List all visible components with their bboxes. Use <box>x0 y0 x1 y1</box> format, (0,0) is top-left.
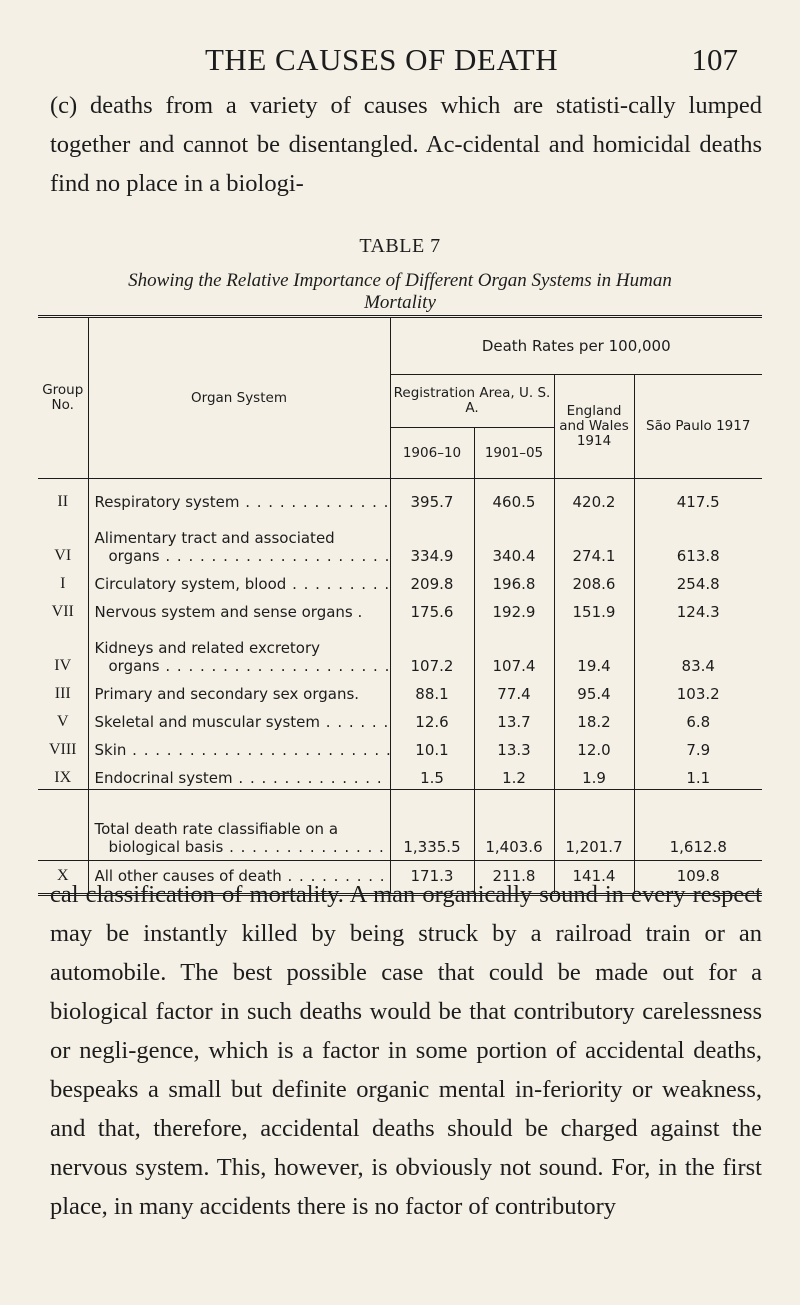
total-value: 1,612.8 <box>634 790 762 861</box>
rate-value: 13.7 <box>474 705 554 733</box>
organ-system <box>88 705 390 733</box>
group-number: II <box>38 479 88 514</box>
organ-system-label <box>95 769 390 787</box>
other-value: 141.4 <box>554 861 634 894</box>
table-row <box>38 733 762 761</box>
rate-value: 196.8 <box>474 567 554 595</box>
paragraph-bottom <box>50 875 762 1226</box>
organ-system <box>88 567 390 595</box>
group-number: X <box>38 861 88 894</box>
rate-value: 12.6 <box>390 705 474 733</box>
rate-value: 19.4 <box>554 623 634 677</box>
paragraph-top-text: (c) deaths from a variety of causes which are statisti-cally lumped together and cannot be disentangled. Ac-cidental and homicidal deaths find no place in a biologi- <box>50 92 762 197</box>
header-organ-system: Organ System <box>88 318 390 479</box>
rate-value: 1.9 <box>554 761 634 790</box>
rate-value: 208.6 <box>554 567 634 595</box>
organ-system <box>88 513 390 567</box>
rate-value: 18.2 <box>554 705 634 733</box>
rate-value: 151.9 <box>554 595 634 623</box>
rate-value: 1.1 <box>686 769 711 787</box>
organ-system-label <box>95 741 390 759</box>
organ-system-label <box>95 713 390 731</box>
rate-value: 420.2 <box>554 479 634 514</box>
rate-value: 175.6 <box>390 595 474 623</box>
organ-system-label <box>95 603 390 621</box>
rate-value: 6.8 <box>686 713 711 731</box>
header-sao-paulo: São Paulo 1917 <box>634 375 762 479</box>
other-value: 109.8 <box>634 861 762 894</box>
rate-value: 7.9 <box>686 741 711 759</box>
organ-system-label <box>95 575 390 593</box>
group-number: IX <box>38 761 88 790</box>
page-number: 107 <box>691 42 738 77</box>
rate-value: 340.4 <box>474 513 554 567</box>
organ-system-label-continued <box>95 547 390 565</box>
rate-value: 460.5 <box>474 479 554 514</box>
table-row <box>38 595 762 623</box>
header-period-1906-10: 1906–10 <box>390 428 474 479</box>
header-group-no: Group No. <box>38 318 88 479</box>
organ-system-label-text: organs . . . <box>109 657 390 675</box>
total-value: 1,335.5 <box>390 790 474 861</box>
other-value: 211.8 <box>474 861 554 894</box>
header-england-wales: England and Wales 1914 <box>554 375 634 479</box>
group-number: VI <box>38 513 88 567</box>
organ-system <box>88 623 390 677</box>
organ-system <box>88 595 390 623</box>
table-row <box>38 705 762 733</box>
rate-value: 103.2 <box>676 685 720 703</box>
rate-value: 107.2 <box>390 623 474 677</box>
running-title: THE CAUSES OF DEATH <box>205 42 559 77</box>
group-number: VII <box>38 595 88 623</box>
mortality-table <box>38 315 762 896</box>
paragraph-top <box>50 86 762 203</box>
total-value: 1,201.7 <box>554 790 634 861</box>
rate-value: 613.8 <box>676 547 720 565</box>
total-value: 1,403.6 <box>474 790 554 861</box>
total-label-line2 <box>95 838 390 856</box>
organ-system <box>88 479 390 514</box>
other-value: 171.3 <box>390 861 474 894</box>
group-number: VIII <box>38 733 88 761</box>
rate-value: 77.4 <box>474 677 554 705</box>
organ-system-label-text: Skin . . . <box>95 741 390 759</box>
rate-value: 417.5 <box>676 493 720 511</box>
table-label: TABLE 7 <box>359 235 441 257</box>
rate-value: 107.4 <box>474 623 554 677</box>
total-label-line2-text: biological basis . . . <box>109 838 390 856</box>
table-row-total <box>38 790 762 861</box>
table-caption <box>0 235 800 314</box>
rate-value: 1.2 <box>474 761 554 790</box>
rate-value: 95.4 <box>554 677 634 705</box>
rate-value: 192.9 <box>474 595 554 623</box>
organ-system-label <box>95 685 390 703</box>
table-row <box>38 761 762 790</box>
group-number: III <box>38 677 88 705</box>
rate-value: 254.8 <box>676 575 720 593</box>
other-label-text: All other causes of death . . . <box>95 867 390 885</box>
organ-system-label-text: Skeletal and muscular system . . . <box>95 713 390 731</box>
rate-value: 209.8 <box>390 567 474 595</box>
rate-value: 13.3 <box>474 733 554 761</box>
organ-system <box>88 761 390 790</box>
table-row <box>38 677 762 705</box>
organ-system-label: Alimentary tract and associated <box>94 529 335 547</box>
organ-system-label-text: Endocrinal system . . . <box>95 769 390 787</box>
organ-system-label-text: organs . . . <box>109 547 390 565</box>
header-registration-area: Registration Area, U. S. A. <box>390 375 554 428</box>
rate-value: 1.5 <box>390 761 474 790</box>
total-label-line1: Total death rate classifiable on a <box>94 820 339 838</box>
table-row <box>38 479 762 514</box>
table-row <box>38 513 762 567</box>
organ-system <box>88 733 390 761</box>
table-row <box>38 623 762 677</box>
rate-value: 334.9 <box>390 513 474 567</box>
rate-value: 274.1 <box>554 513 634 567</box>
group-number: V <box>38 705 88 733</box>
table-subtitle: Showing the Relative Importance of Different Organ Systems in Human Mortality <box>128 270 672 313</box>
group-number: I <box>38 567 88 595</box>
rate-value: 88.1 <box>390 677 474 705</box>
organ-system <box>88 677 390 705</box>
rate-value: 83.4 <box>681 657 715 675</box>
total-label <box>88 790 390 861</box>
organ-system-label-text: Circulatory system, blood . . . <box>95 575 390 593</box>
group-number: IV <box>38 623 88 677</box>
organ-system-label: Kidneys and related excretory <box>94 639 321 657</box>
header-period-1901-05: 1901–05 <box>474 428 554 479</box>
organ-system-label-text: Respiratory system . . . <box>95 493 390 511</box>
organ-system-label <box>95 493 390 511</box>
organ-system-label-text: Primary and secondary sex organs. <box>94 685 360 703</box>
rate-value: 10.1 <box>390 733 474 761</box>
organ-system-label-continued <box>95 657 390 675</box>
table-row <box>38 567 762 595</box>
rate-value: 395.7 <box>390 479 474 514</box>
group-number-empty <box>38 790 88 861</box>
rate-value: 12.0 <box>554 733 634 761</box>
header-death-rates: Death Rates per 100,000 <box>390 318 762 375</box>
organ-system-label-text: Nervous system and sense organs . <box>94 603 363 621</box>
rate-value: 124.3 <box>676 603 720 621</box>
page-header <box>0 42 800 82</box>
paragraph-bottom-text: cal classification of mortality. A man organically sound in every respect may be instantly killed by being struck by a railroad train or an automobile. The best possible case that could be made out for a biological factor in such deaths would be that contributory carelessness or negli-gence, which is a factor in some portion of accidental deaths, bespeaks a small but definite organic mental in-feriority or weakness, and that, therefore, accidental deaths should be charged against the nervous system. This, however, is obviously not sound. For, in the first place, in many accidents there is no factor of contributory <box>50 881 762 1220</box>
